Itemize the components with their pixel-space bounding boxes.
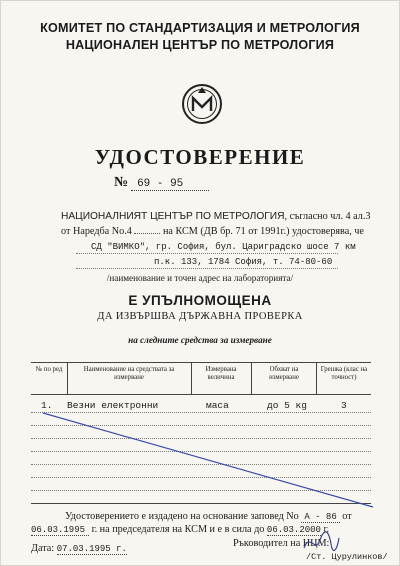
- row-1-name: Везни електронни: [67, 400, 159, 411]
- authorized-subheading: ДА ИЗВЪРШВА ДЪРЖАВНА ПРОВЕРКА: [97, 311, 303, 322]
- lab-caption: /наименование и точен адрес на лабораторията/: [106, 273, 294, 283]
- lab-line-1: СД "ВИМКО", гр. София, бул. Цариградско шосе 7 км: [91, 242, 356, 252]
- number-label: №: [114, 175, 129, 190]
- header-quantity: Измервана величина: [205, 366, 237, 381]
- row-1-quantity: маса: [206, 400, 229, 411]
- valid-until: 06.03.2000: [266, 525, 321, 535]
- header-accuracy: Грешка (клас на точност): [320, 366, 368, 381]
- date-line: [31, 541, 127, 557]
- header-no: № по ред: [35, 366, 63, 373]
- signatory-label: Ръководител на НЦМ:: [233, 538, 330, 549]
- row-1-range: до 5 кg: [267, 400, 307, 411]
- header-range: Обхват на измерване: [269, 366, 299, 381]
- intro-line-2-rest: на КСМ (ДВ бр. 71 от 1991г.) удостоверява, че: [162, 226, 364, 237]
- committee-heading: КОМИТЕТ ПО СТАНДАРТИЗАЦИЯ И МЕТРОЛОГИЯ: [40, 21, 360, 35]
- order-number: А - 86: [301, 512, 339, 523]
- center-name: НАЦИОНАЛНИЯТ ЦЕНТЪР ПО МЕТРОЛОГИЯ: [61, 211, 285, 222]
- center-heading: НАЦИОНАЛЕН ЦЕНТЪР ПО МЕТРОЛОГИЯ: [65, 38, 335, 52]
- date-value: 07.03.1995 г.: [56, 544, 127, 554]
- number-value: 69 - 95: [131, 178, 209, 191]
- chair-text: г. на председателя на КСМ и е в сила до: [91, 524, 265, 535]
- lab-line-2: п.к. 133, 1784 София, т. 74-80-60: [154, 257, 333, 267]
- signatory-name: /Ст. Цурулинков/: [306, 552, 388, 562]
- row-1-no: 1.: [41, 400, 53, 411]
- order-from: от: [342, 511, 352, 522]
- issued-text: Удостоверението е издадено на основание заповед No: [65, 511, 299, 522]
- intro-line-1-rest: , съгласно чл. 4 ал.3: [284, 211, 371, 222]
- authorized-heading: Е УПЪЛНОМОЩЕНА: [128, 293, 272, 308]
- header-name: Наименование на средствата за измерване: [83, 366, 175, 381]
- document-title: УДОСТОВЕРЕНИЕ: [94, 145, 306, 169]
- row-1-accuracy: 3: [341, 400, 347, 411]
- year-suffix: г.: [323, 524, 330, 535]
- order-date: 06.03.1995: [31, 525, 89, 536]
- strike-through-line: [1, 1, 400, 566]
- date-label: Дата:: [31, 543, 55, 554]
- intro-line-2-start: от Наредба No.4: [61, 226, 132, 237]
- instruments-caption: на следните средства за измерване: [128, 335, 272, 345]
